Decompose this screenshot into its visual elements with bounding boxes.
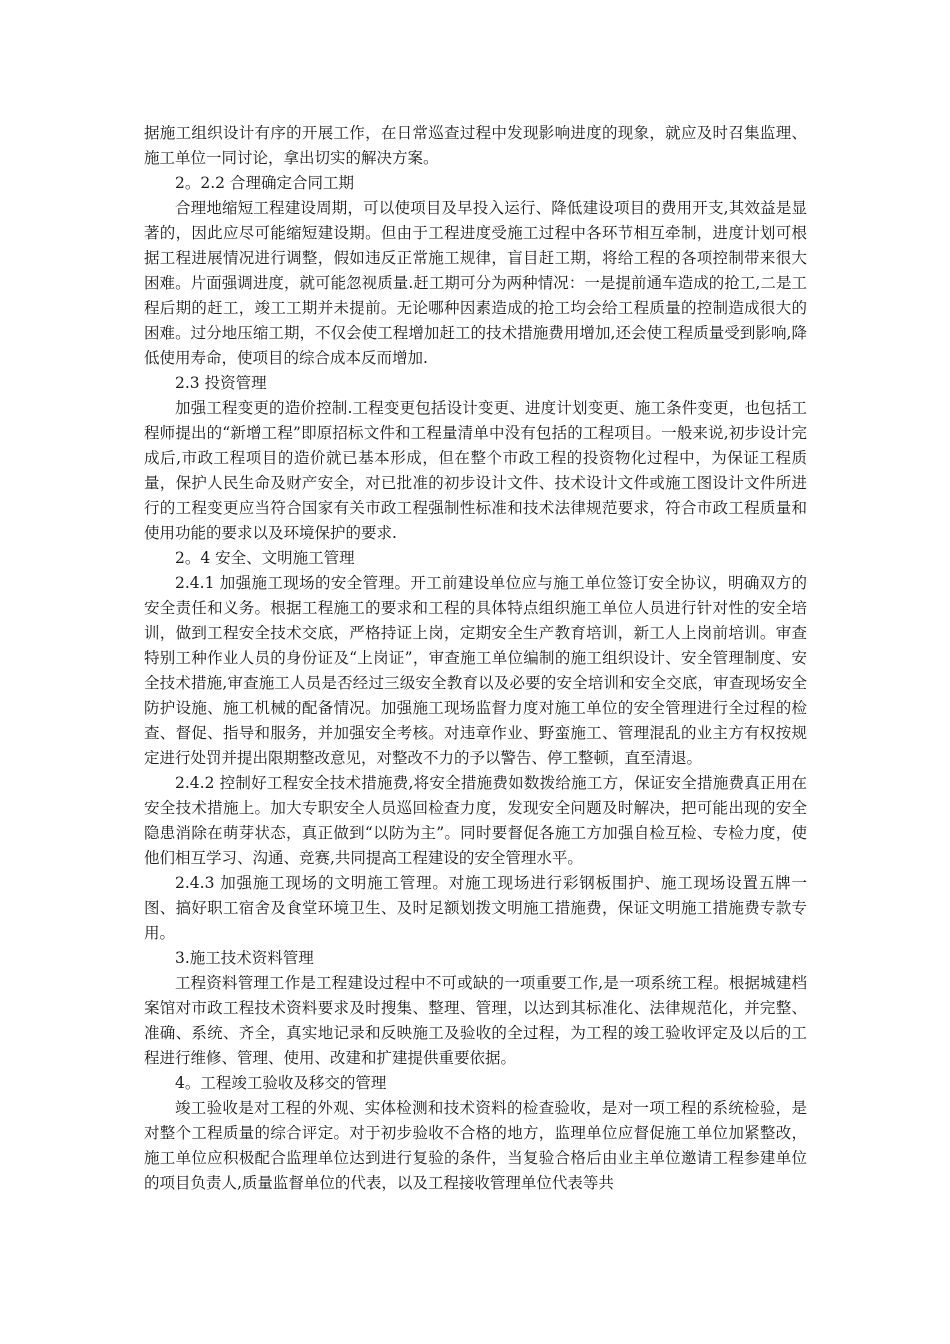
paragraph-continuation: 据施工组织设计有序的开展工作，在日常巡查过程中发现影响进度的现象，就应及时召集监理、施工单位一同讨论，拿出切实的解决方案。 <box>144 124 807 167</box>
section-heading-3: 3.施工技术资料管理 <box>175 949 314 967</box>
section-heading-2-3: 2.3 投资管理 <box>175 374 267 392</box>
paragraph-2-4-2: 2.4.2 控制好工程安全技术措施费,将安全措施费如数拨给施工方，保证安全措施费真正用在安全技术措施上。加大专职安全人员巡回检查力度，发现安全问题及时解决，把可能出现的安全隐患消除在萌芽状态，真正做到“以防为主”。同时要督促各施工方加强自检互检、专检力度，使他们相互学习、沟通、竞赛,共同提高工程建设的安全管理水平。 <box>144 774 807 867</box>
document-body <box>144 121 807 1196</box>
paragraph-technical-records: 工程资料管理工作是工程建设过程中不可或缺的一项重要工作,是一项系统工程。根据城建档案馆对市政工程技术资料要求及时搜集、整理、管理，以达到其标准化、法律规范化，并完整、准确、系统、齐全，真实地记录和反映施工及验收的全过程，为工程的竣工验收评定及以后的工程进行维修、管理、使用、改建和扩建提供重要依据。 <box>144 974 807 1067</box>
section-heading-2-4: 2。4 安全、文明施工管理 <box>175 549 355 567</box>
section-heading-2-2-2: 2。2.2 合理确定合同工期 <box>175 174 354 192</box>
paragraph-2-4-1: 2.4.1 加强施工现场的安全管理。开工前建设单位应与施工单位签订安全协议，明确双方的安全责任和义务。根据工程施工的要求和工程的具体特点组织施工单位人员进行针对性的安全培训，做到工程安全技术交底，严格持证上岗，定期安全生产教育培训，新工人上岗前培训。审查特别工种作业人员的身份证及“上岗证”，审查施工单位编制的施工组织设计、安全管理制度、安全技术措施,审查施工人员是否经过三级安全教育以及必要的安全培训和安全交底，审查现场安全防护设施、施工机械的配备情况。加强施工现场监督力度对施工单位的安全管理进行全过程的检查、督促、指导和服务，并加强安全考核。对违章作业、野蛮施工、管理混乱的业主方有权按规定进行处罚并提出限期整改意见，对整改不力的予以警告、停工整顿，直至清退。 <box>144 574 807 767</box>
paragraph-2-4-3: 2.4.3 加强施工现场的文明施工管理。对施工现场进行彩钢板围护、施工现场设置五牌一图、搞好职工宿舍及食堂环境卫生、及时足额划拨文明施工措施费，保证文明施工措施费专款专用。 <box>144 874 807 942</box>
paragraph-investment: 加强工程变更的造价控制.工程变更包括设计变更、进度计划变更、施工条件变更，也包括工程师提出的“新增工程”即原招标文件和工程量清单中没有包括的工程项目。一般来说,初步设计完成后,市政工程项目的造价就已基本形成，但在整个市政工程的投资物化过程中，为保证工程质量，保护人民生命及财产安全，对已批准的初步设计文件、技术设计文件或施工图设计文件所进行的工程变更应当符合国家有关市政工程强制性标准和技术法律规范要求，符合市政工程质量和使用功能的要求以及环境保护的要求. <box>144 399 807 542</box>
section-heading-4: 4。工程竣工验收及移交的管理 <box>175 1074 387 1092</box>
paragraph-completion-acceptance: 竣工验收是对工程的外观、实体检测和技术资料的检查验收，是对一项工程的系统检验，是对整个工程质量的综合评定。对于初步验收不合格的地方，监理单位应督促施工单位加紧整改，施工单位应积极配合监理单位达到进行复验的条件，当复验合格后由业主单位邀请工程参建单位的项目负责人,质量监督单位的代表，以及工程接收管理单位代表等共 <box>144 1099 807 1192</box>
paragraph-contract-period: 合理地缩短工程建设周期，可以使项目及早投入运行、降低建设项目的费用开支,其效益是显著的，因此应尽可能缩短建设期。但由于工程进度受施工过程中各环节相互牵制，进度计划可根据工程进展情况进行调整，假如违反正常施工规律，盲目赶工期，将给工程的各项控制带来很大困难。片面强调进度，就可能忽视质量.赶工期可分为两种情况：一是提前通车造成的抢工,二是工程后期的赶工，竣工工期并未提前。无论哪种因素造成的抢工均会给工程质量的控制造成很大的困难。过分地压缩工期，不仅会使工程增加赶工的技术措施费用增加,还会使工程质量受到影响,降低使用寿命，使项目的综合成本反而增加. <box>144 199 807 367</box>
